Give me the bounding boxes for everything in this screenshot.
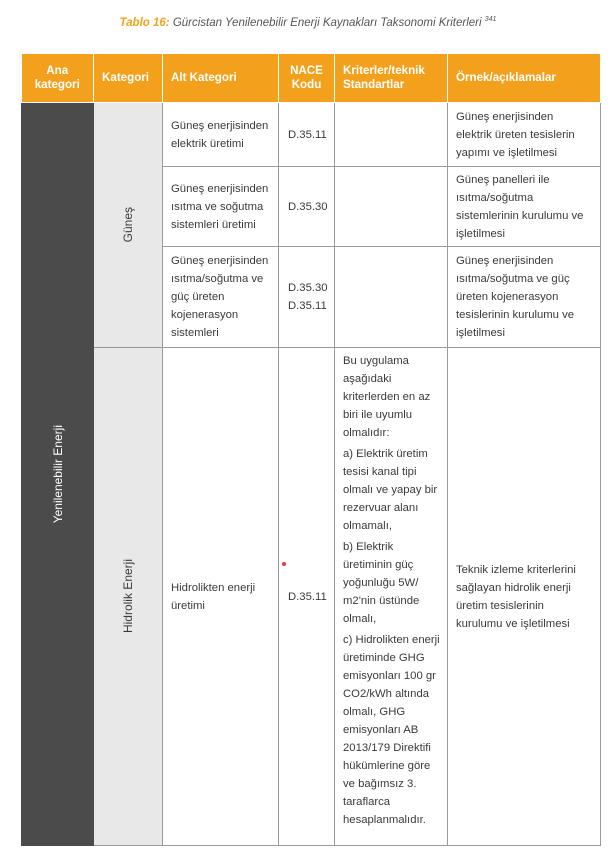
header-main-category: Ana kategori: [22, 54, 94, 103]
criteria-a: a) Elektrik üretim tesisi kanal tipi olmalı ve yapay bir rezervuar alanı olmamalı,: [343, 448, 438, 532]
nace-code-cell: [279, 247, 335, 348]
example-cell: Güneş enerjisinden ısıtma/soğutma ve güç üreten kojenerasyon tesislerinin kurulumu ve işletilmesi: [448, 247, 601, 348]
category-hydro-label: Hidrolik Enerji: [121, 559, 135, 634]
example-cell: Güneş enerjisinden elektrik üreten tesislerin yapımı ve işletilmesi: [448, 103, 601, 167]
sub-category-cell: Güneş enerjisinden ısıtma/soğutma ve güç üreten kojenerasyon sistemleri: [163, 247, 279, 348]
header-nace: NACE Kodu: [279, 54, 335, 103]
category-solar-cell: [94, 103, 163, 348]
sub-category-cell: Güneş enerjisinden elektrik üretimi: [163, 103, 279, 167]
example-cell: Güneş panelleri ile ısıtma/soğutma sistemlerinin kurulumu ve işletilmesi: [448, 167, 601, 247]
nace-code-1: D.35.30: [288, 282, 328, 294]
sub-category-cell: Güneş enerjisinden ısıtma ve soğutma sistemleri üretimi: [163, 167, 279, 247]
nace-code-cell: D.35.30: [279, 167, 335, 247]
sub-category-cell: Hidrolikten enerji üretimi: [163, 348, 279, 846]
nace-code-2: D.35.11: [288, 300, 327, 312]
header-criteria: Kriterler/teknik Standartlar: [335, 54, 448, 103]
main-category-cell: [22, 103, 94, 846]
criteria-c: c) Hidrolikten enerji üretiminde GHG emisyonları 100 gr CO2/kWh altında olmalı, GHG emisyonları AB 2013/179 Direktifi hükümlerine göre ve bağımsız 3. taraflarca hesaplanmalıdır.: [343, 634, 440, 826]
category-solar-label: Güneş: [121, 207, 135, 243]
red-dot-mark: [282, 562, 286, 566]
criteria-intro: Bu uygulama aşağıdaki kriterlerden en az biri ile uyumlu olmalıdır:: [343, 355, 431, 439]
criteria-cell: [335, 167, 448, 247]
caption-title: Gürcistan Yenilenebilir Enerji Kaynakları Taksonomi Kriterleri: [172, 16, 482, 29]
header-category: Kategori: [94, 54, 163, 103]
example-cell: Teknik izleme kriterlerini sağlayan hidrolik enerji üretim tesislerinin kurulumu ve işletilmesi: [448, 348, 601, 846]
header-row: [22, 54, 601, 103]
table-row: [22, 103, 601, 167]
criteria-b: b) Elektrik üretiminin güç yoğunluğu 5W/ m2'nin üstünde olmalı,: [343, 541, 420, 625]
criteria-cell: [335, 103, 448, 167]
table-caption: [0, 16, 616, 29]
nace-code-cell: D.35.11: [279, 103, 335, 167]
table-row: [22, 348, 601, 846]
header-sub-category: Alt Kategori: [163, 54, 279, 103]
main-category-label: Yenilenebilir Enerji: [50, 424, 65, 524]
criteria-cell: [335, 348, 448, 846]
header-examples: Örnek/açıklamalar: [448, 54, 601, 103]
category-hydro-cell: [94, 348, 163, 846]
criteria-cell: [335, 247, 448, 348]
caption-label: Tablo 16:: [119, 16, 170, 29]
caption-footnote: 341: [484, 16, 497, 23]
nace-code-cell: D.35.11: [279, 348, 335, 846]
taxonomy-table: [21, 54, 601, 846]
